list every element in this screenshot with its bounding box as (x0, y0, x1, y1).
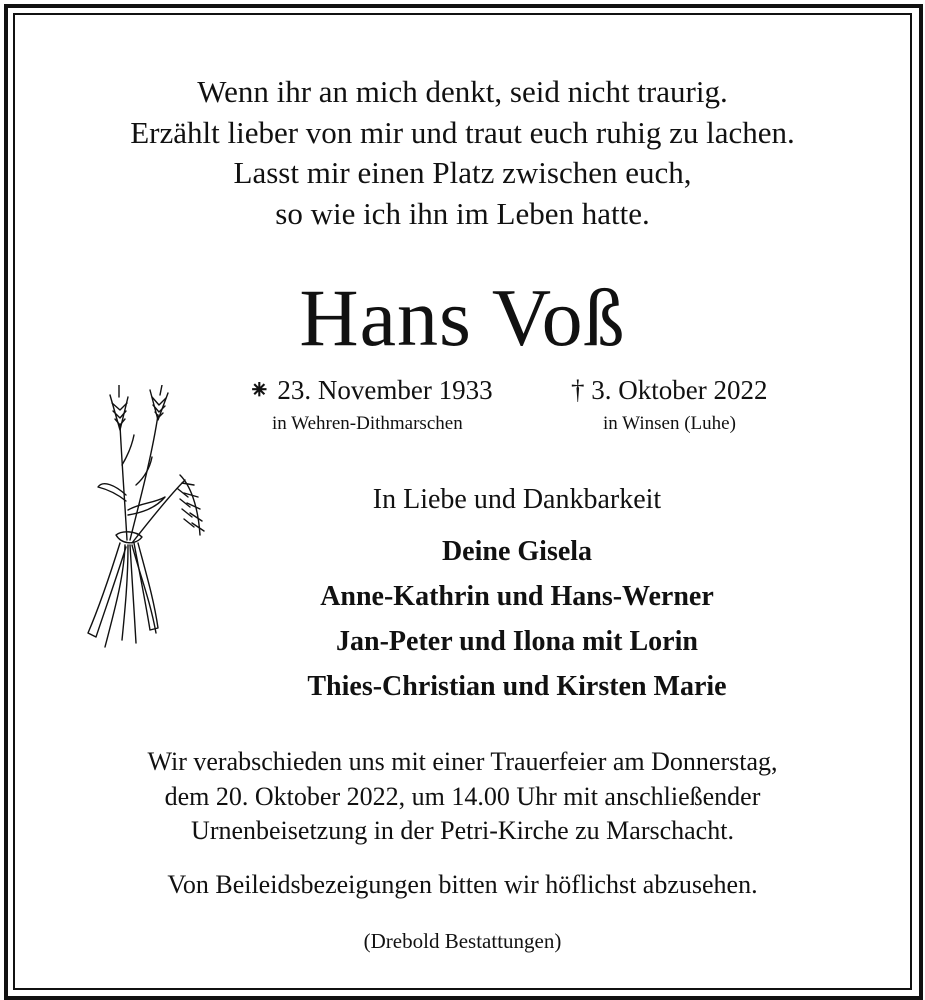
poem-line: Wenn ihr an mich denkt, seid nicht traurig. (197, 74, 728, 109)
condolence-note: Von Beileidsbezeigungen bitten wir höflichst abzusehen. (167, 870, 758, 899)
ceremony-line: Urnenbeisetzung in der Petri-Kirche zu Marschacht. (191, 816, 734, 845)
mourner-name: Deine Gisela (441, 536, 593, 567)
mourner-name: Anne-Kathrin und Hans-Werner (320, 581, 714, 612)
mourner-name: Jan-Peter und Ilona mit Lorin (336, 626, 698, 657)
poem (0, 72, 925, 234)
ceremony-notice (0, 745, 925, 849)
poem-line: Lasst mir einen Platz zwischen euch, (233, 155, 692, 190)
ceremony-line: Wir verabschieden uns mit einer Trauerfeier am Donnerstag, (147, 747, 778, 776)
ceremony-line: dem 20. Oktober 2022, um 14.00 Uhr mit anschließender (164, 781, 761, 811)
mourners-list (112, 529, 922, 709)
mourners-intro: In Liebe und Dankbarkeit (372, 484, 662, 515)
mourner-name: Thies-Christian und Kirsten Marie (307, 671, 727, 702)
deceased-name: Hans Voß (299, 272, 626, 363)
poem-line: so wie ich ihn im Leben hatte. (275, 195, 650, 231)
undertaker-name: (Drebold Bestattungen) (363, 929, 562, 953)
birth-date: ⁕ 23. November 1933 (248, 375, 493, 405)
death-date: † 3. Oktober 2022 (571, 375, 768, 405)
birth-place: in Wehren-Dithmarschen (272, 413, 463, 434)
poem-line: Erzählt lieber von mir und traut euch ruhig zu lachen. (130, 114, 795, 150)
death-place: in Winsen (Luhe) (603, 413, 736, 434)
